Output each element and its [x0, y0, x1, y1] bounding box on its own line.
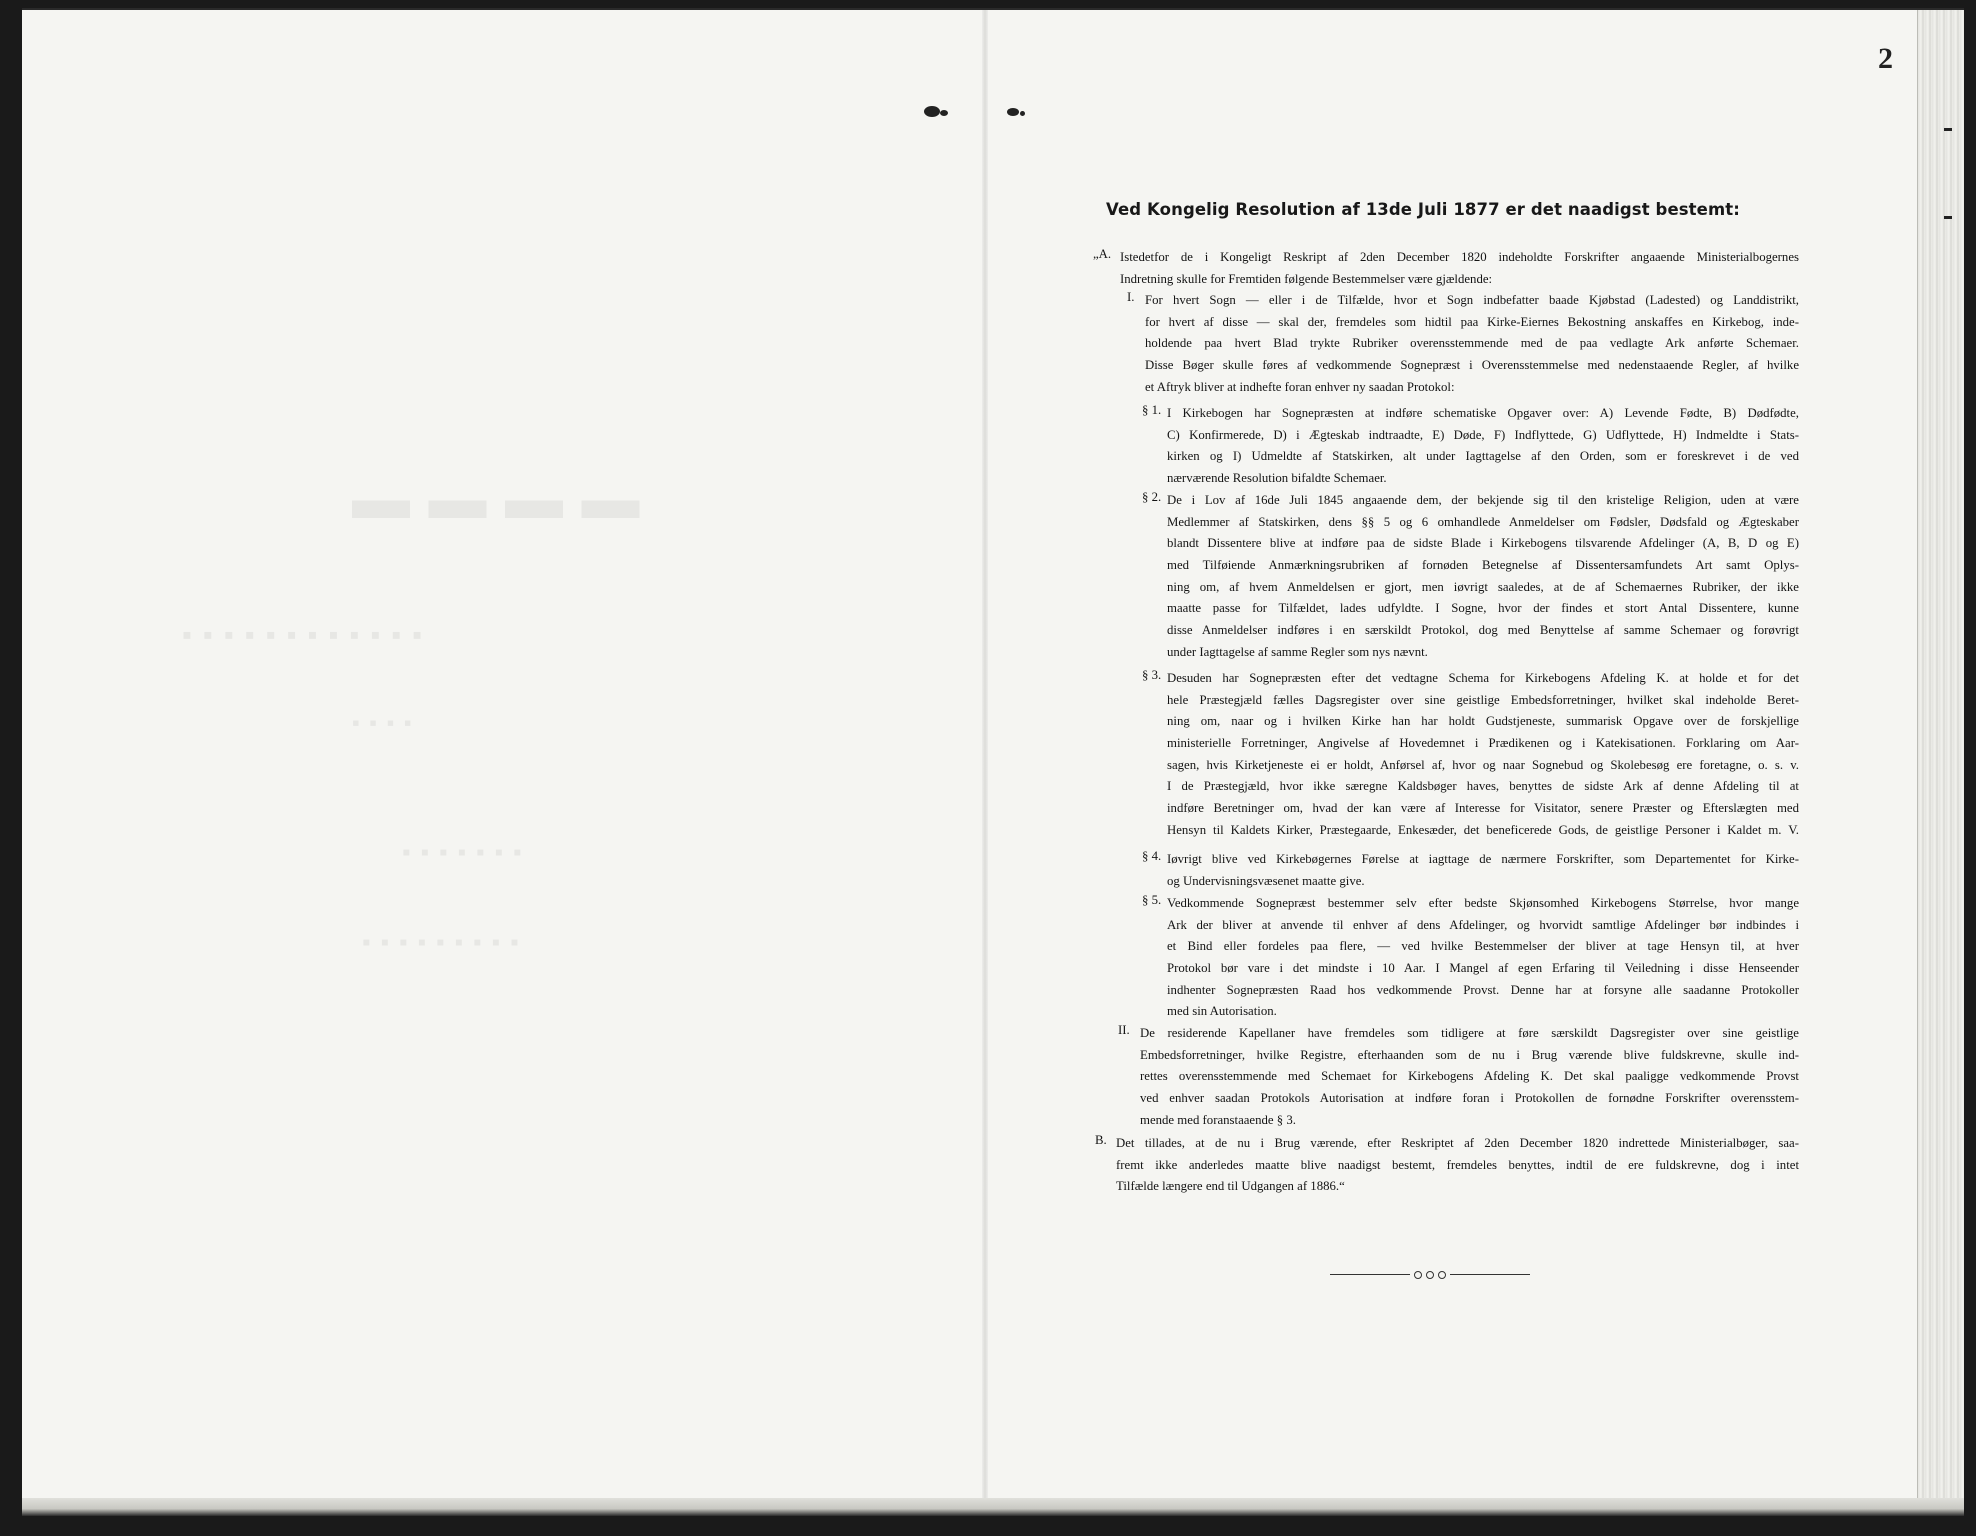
text-line: Iøvrigt blive ved Kirkebøgernes Førelse at iagttage de nærmere Forskrifter, som Departementet for Kirke- [1167, 852, 1799, 866]
text-line: De i Lov af 16de Juli 1845 angaaende dem, der bekjende sig til den kristelige Religion, uden at være [1167, 493, 1799, 507]
text-line: For hvert Sogn — eller i de Tilfælde, hvor et Sogn indbefatter baade Kjøbstad (Ladested) og Landdistrikt, [1145, 293, 1799, 307]
text-line: med Tilføiende Anmærkningsrubriken af fornøden Betegnelse af Dissentersamfundets Art samt Oplys- [1167, 558, 1799, 573]
ink-blot [940, 110, 948, 116]
bottom-edge [22, 1498, 1964, 1516]
bleed-through-line: ▪ ▪ ▪ ▪ ▪ ▪ ▪ ▪ ▪ ▪ ▪ ▪ [182, 620, 425, 651]
part-ii-label: II. [1118, 1023, 1130, 1037]
text-line: indføre Beretninger om, hvad der kan være af Interesse for Visitator, senere Præster og Efterslægten med [1167, 801, 1799, 816]
part-ii-text [1140, 1023, 1799, 1131]
text-line: holdende paa hvert Blad trykte Rubriker overensstemmende med de paa vedlagte Ark anførte Schemaer. [1145, 336, 1799, 351]
ink-blot [924, 106, 940, 117]
page-edges [1917, 10, 1964, 1516]
text-line: mende med foranstaaende § 3. [1140, 1112, 1296, 1127]
text-line: indhenter Sognepræsten Raad hos vedkommende Provst. Denne har at forsyne alle saadanne Protokoller [1167, 982, 1799, 997]
book-gutter [982, 10, 988, 1516]
paragraph-3-text [1167, 668, 1799, 842]
section-b-label: B. [1095, 1133, 1107, 1147]
text-line: Hensyn til Kaldets Kirker, Præstegaarde, Enkesæder, det beneficerede Gods, de geistlige Personer i Kaldet m. V. [1167, 822, 1799, 837]
page-number: 2 [1878, 42, 1893, 75]
section-a-text [1120, 247, 1799, 290]
paragraph-5-label: § 5. [1142, 893, 1162, 907]
text-line: disse Anmeldelser indføres i en særskildt Protokol, dog med Benyttelse af samme Schemaer og forøvrigt [1167, 623, 1799, 638]
text-line: Vedkommende Sognepræst bestemmer selv efter bedste Skjønsomhed Kirkebogens Størrelse, hvor mange [1167, 896, 1799, 910]
paragraph-4-label: § 4. [1142, 849, 1162, 863]
paragraph-2-label: § 2. [1142, 490, 1162, 504]
text-line: I Kirkebogen har Sognepræsten at indføre schematiske Opgaver over: A) Levende Fødte, B) Dødfødte, [1167, 406, 1799, 420]
part-i-label: I. [1127, 290, 1135, 304]
bleed-through-line: ▪ ▪ ▪ ▪ [352, 710, 414, 735]
ink-blot [1020, 111, 1025, 116]
text-line: ning om, naar og i hvilken Kirke han har holdt Gudstjeneste, summarisk Opgave over de forskjellige [1167, 714, 1799, 729]
text-line: fremt ikke anderledes maatte blive naadigst bestemt, fremdeles benyttes, indtil de ere fuldskrevne, dog i intet [1116, 1157, 1799, 1172]
text-line: Protokol bør vare i det mindste i 10 Aar. I Mangel af egen Erfaring til Veiledning i disse Henseender [1167, 961, 1799, 976]
text-line: og Undervisningsvæsenet maatte give. [1167, 873, 1365, 888]
paragraph-5-text [1167, 893, 1799, 1023]
text-line: et Bind eller fordeles paa flere, — ved hvilke Bestemmelser der bliver at tage Hensyn til, at hver [1167, 939, 1799, 954]
edge-tab-mark [1944, 216, 1952, 219]
text-line: blandt Dissentere blive at indføre paa de sidste Blade i Kirkebogens tilsvarende Afdelinger (A, B, D og E) [1167, 536, 1799, 551]
text-line: med sin Autorisation. [1167, 1004, 1277, 1019]
text-line: Istedetfor de i Kongeligt Reskript af 2den December 1820 indeholdte Forskrifter angaaende Ministerialbogernes [1120, 250, 1799, 264]
paragraph-1-label: § 1. [1142, 403, 1162, 417]
text-line: De residerende Kapellaner have fremdeles som tidligere at føre særskildt Dagsregister over sine geistlige [1140, 1026, 1799, 1040]
closing-ornament [1330, 1270, 1530, 1280]
paragraph-2-text [1167, 490, 1799, 664]
paragraph-3-label: § 3. [1142, 668, 1162, 682]
text-line: ministerielle Forretninger, Angivelse af Hovedemnet i Prædikenen og i Katekisationen. Forklaring om Aar- [1167, 736, 1799, 751]
text-line: Disse Bøger skulle føres af vedkommende Sognepræst i Overensstemmelse med nedenstaaende Regler, af hvilke [1145, 358, 1799, 373]
part-i-text [1145, 290, 1799, 398]
bleed-through-title: ▬ ▬ ▬ ▬ [352, 466, 642, 531]
text-line: Desuden har Sognepræsten efter det vedtagne Schema for Kirkebogens Afdeling K. at holde et for det [1167, 671, 1799, 685]
text-line: I de Præstegjæld, hvor ikke særegne Kaldsbøger haves, benyttes de sidste Ark af denne Afdeling til at [1167, 779, 1799, 794]
text-line: Ark der bliver at anvende til enhver af dens Afdelinger, og hvorvidt samtlige Afdelinger bør indbindes i [1167, 917, 1799, 932]
paragraph-4-text [1167, 849, 1799, 892]
section-b-text [1116, 1133, 1799, 1198]
text-line: Embedsforretninger, hvilke Registre, efterhaanden som de nu i Brug værende blive fuldskrevne, skulle ind- [1140, 1047, 1799, 1062]
paragraph-1-text [1167, 403, 1799, 490]
text-line: Det tillades, at de nu i Brug værende, efter Reskriptet af 2den December 1820 indrettede Ministerialbøger, saa- [1116, 1136, 1799, 1150]
text-line: under Iagttagelse af samme Regler som nys nævnt. [1167, 644, 1428, 659]
resolution-heading: Ved Kongelig Resolution af 13de Juli 1877 er det naadigst bestemt: [1106, 200, 1740, 219]
section-a-label: „A. [1093, 247, 1112, 261]
text-line: for hvert af disse — skal der, fremdeles som hidtil paa Kirke-Eiernes Bekostning anskaffes en Kirkebog, inde- [1145, 314, 1799, 329]
text-line: Indretning skulle for Fremtiden følgende Bestemmelser være gjældende: [1120, 271, 1493, 286]
text-line: kirken og I) Udmeldte af Statskirken, alt under Iagttagelse af den Orden, som er foreskrevet i de ved [1167, 449, 1799, 464]
text-line: sagen, hvis Kirketjeneste ei er holdt, Anførsel af, hvor og naar Sognebud og Skolebesøg ere foretagne, o. s. v. [1167, 757, 1799, 772]
text-line: C) Konfirmerede, D) i Ægteskab indtraadte, E) Døde, F) Indflyttede, G) Udflyttede, H) Indmeldte i Stats- [1167, 427, 1799, 442]
ink-blot [1007, 108, 1019, 116]
text-line: ning om, af hvem Anmeldelsen er gjort, men iøvrigt saaledes, at de af Schemaernes Rubriker, der ikke [1167, 579, 1799, 594]
text-line: et Aftryk bliver at indhefte foran enhver ny saadan Protokol: [1145, 379, 1455, 394]
text-line: nærværende Resolution bifaldte Schemaer. [1167, 471, 1387, 486]
text-line: ved enhver saadan Protokols Autorisation at indføre foran i Protokollen de fornødne Forskrifter overensstem- [1140, 1091, 1799, 1106]
text-line: hele Præstegjæld fælles Dagsregister over sine geistlige Embedsforretninger, hvilket skal indeholde Beret- [1167, 692, 1799, 707]
text-line: Tilfælde længere end til Udgangen af 1886.“ [1116, 1179, 1345, 1194]
edge-tab-mark [1944, 128, 1952, 131]
bleed-through-line: ▪ ▪ ▪ ▪ ▪ ▪ ▪ [402, 840, 524, 866]
text-line: rettes overensstemmende med Schemaet for Kirkebogens Afdeling K. Det skal paaligge vedkommende Provst [1140, 1069, 1799, 1084]
text-line: maatte passe for Tilfældet, lades udfyldte. I Sogne, hvor der findes et stort Antal Dissentere, kunne [1167, 601, 1799, 616]
text-line: Medlemmer af Statskirken, dens §§ 5 og 6 omhandlede Anmeldelser om Fødsler, Dødsfald og Ægteskaber [1167, 514, 1799, 529]
bleed-through-line: ▪ ▪ ▪ ▪ ▪ ▪ ▪ ▪ ▪ [362, 930, 521, 956]
